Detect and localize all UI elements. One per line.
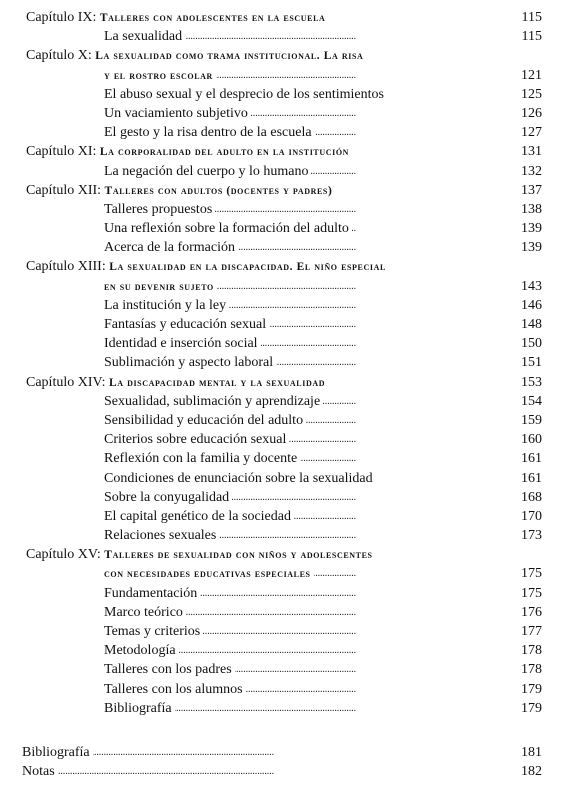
toc-section-row (0, 469, 562, 488)
chapter-title: La discapacidad mental y la sexualidad (108, 376, 326, 389)
toc-section-row (0, 123, 562, 142)
section-title: Talleres con los padres (104, 660, 235, 679)
page-number: 177 (521, 624, 542, 639)
table-of-contents (0, 8, 562, 781)
toc-section-row (0, 104, 562, 123)
section-title: El abuso sexual y el desprecio de los sentimientos (104, 85, 387, 104)
section-title: Criterios sobre educación sexual (104, 430, 289, 449)
section-title: Fantasías y educación sexual (104, 315, 269, 334)
toc-chapter-row (0, 257, 562, 276)
chapter-title: La corporalidad del adulto en la institución (99, 146, 350, 159)
section-title: Relaciones sexuales (104, 526, 219, 545)
page-number: 160 (521, 432, 542, 448)
section-title: Sobre la conyugalidad (104, 488, 232, 507)
chapter-number: Capítulo IX: (26, 10, 97, 25)
toc-chapter-row (0, 46, 562, 65)
page-number: 143 (521, 278, 542, 294)
section-title: Sexualidad, sublimación y aprendizaje (104, 392, 323, 411)
page-number: 115 (521, 10, 542, 25)
toc-section-row (0, 526, 562, 545)
chapter-title-continuation: en su devenir sujeto (104, 280, 214, 293)
chapter-number: Capítulo XII: (26, 182, 102, 198)
page-number: 115 (521, 29, 542, 45)
page-number: 175 (521, 566, 542, 582)
page-number: 168 (521, 489, 542, 505)
toc-chapter-row (0, 142, 562, 161)
toc-section-row (0, 353, 562, 372)
section-title: La sexualidad (104, 27, 185, 46)
chapter-title: Talleres con adultos (docentes y padres) (104, 184, 333, 197)
toc-chapter-row (0, 8, 562, 27)
section-title: Talleres con los alumnos (104, 680, 246, 699)
toc-section-row (0, 699, 562, 718)
toc-section-row (0, 622, 562, 641)
page-number: 151 (521, 355, 542, 371)
page-number: 161 (521, 451, 542, 467)
section-title: Identidad e inserción social (104, 334, 261, 353)
backmatter-title: Notas (22, 762, 58, 781)
toc-section-row (0, 238, 562, 257)
page-number: 179 (521, 681, 542, 697)
page-number: 178 (521, 662, 542, 678)
page-number: 161 (521, 470, 542, 486)
toc-chapter-continuation-row (0, 66, 562, 85)
chapter-title: Talleres de sexualidad con niños y adolescentes (104, 549, 373, 562)
page-number: 159 (521, 412, 542, 428)
toc-backmatter-row (0, 762, 562, 781)
toc-chapter-row (0, 545, 562, 564)
section-title: La institución y la ley (104, 296, 229, 315)
section-title: Marco teórico (104, 603, 186, 622)
toc-section-row (0, 507, 562, 526)
section-title: Sensibilidad y educación del adulto (104, 411, 306, 430)
toc-section-row (0, 584, 562, 603)
toc-section-row (0, 162, 562, 181)
page-number: 132 (521, 163, 542, 179)
toc-section-row (0, 200, 562, 219)
toc-section-row (0, 219, 562, 238)
chapter-title: La sexualidad como trama institucional. La risa (95, 50, 364, 63)
section-title: El gesto y la risa dentro de la escuela (104, 123, 315, 142)
page-number: 175 (521, 585, 542, 601)
toc-backmatter-row (0, 743, 562, 762)
page-number: 126 (521, 105, 542, 121)
page-number: 131 (521, 144, 542, 160)
chapter-title-continuation: con necesidades educativas especiales (104, 568, 311, 581)
page-number: 148 (521, 317, 542, 332)
page-number: 139 (521, 240, 542, 256)
page-number: 170 (521, 508, 542, 524)
section-title: Reflexión con la familia y docente (104, 449, 300, 468)
page-number: 181 (521, 744, 542, 760)
page-number: 125 (521, 86, 542, 102)
chapter-number: Capítulo XI: (26, 144, 97, 160)
chapter-number: Capítulo XIV: (26, 374, 106, 390)
toc-section-row (0, 85, 562, 104)
page-number: 121 (521, 67, 542, 83)
page-number: 154 (521, 393, 542, 409)
toc-chapter-continuation-row (0, 277, 562, 296)
page-number: 146 (521, 297, 542, 313)
page-number: 153 (521, 374, 542, 390)
page-number: 139 (521, 221, 542, 237)
chapter-title: La sexualidad en la discapacidad. El niño especial (109, 261, 386, 274)
chapter-number: Capítulo XV: (26, 547, 101, 563)
section-title: Un vaciamiento subjetivo (104, 104, 251, 123)
toc-chapter-row (0, 181, 562, 200)
section-title: Talleres propuestos (104, 200, 215, 219)
toc-spacer (0, 718, 562, 743)
toc-section-row (0, 296, 562, 315)
section-title: Temas y criterios (104, 622, 203, 641)
chapter-number: Capítulo XIII: (26, 259, 106, 275)
toc-section-row (0, 430, 562, 449)
section-title: Una reflexión sobre la formación del adulto (104, 219, 352, 238)
page-number: 179 (521, 700, 542, 716)
toc-section-row (0, 680, 562, 699)
toc-chapter-continuation-row (0, 564, 562, 583)
backmatter-title: Bibliografía (22, 743, 93, 762)
section-title: Bibliografía (104, 699, 175, 718)
section-title: Sublimación y aspecto laboral (104, 353, 276, 372)
section-title: Metodología (104, 641, 179, 660)
toc-section-row (0, 411, 562, 430)
toc-section-row (0, 660, 562, 679)
toc-section-row (0, 392, 562, 411)
chapter-title-continuation: y el rostro escolar (104, 69, 213, 82)
toc-section-row (0, 334, 562, 353)
page-number: 182 (521, 764, 542, 780)
chapter-title: Talleres con adolescentes en la escuela (99, 12, 326, 24)
toc-section-row (0, 315, 562, 334)
page-number: 138 (521, 201, 542, 217)
page-number: 173 (521, 528, 542, 544)
section-title: La negación del cuerpo y lo humano (104, 162, 311, 181)
page-number: 137 (521, 182, 542, 198)
section-title: Fundamentación (104, 584, 200, 603)
toc-chapter-row (0, 373, 562, 392)
chapter-number: Capítulo X: (26, 48, 92, 64)
page-number: 127 (521, 125, 542, 141)
section-title: El capital genético de la sociedad (104, 507, 294, 526)
section-title: Acerca de la formación (104, 238, 238, 257)
toc-section-row (0, 488, 562, 507)
toc-section-row (0, 449, 562, 468)
page-number: 176 (521, 604, 542, 620)
page-number: 150 (521, 336, 542, 352)
toc-section-row (0, 27, 562, 46)
page-number: 178 (521, 643, 542, 659)
section-title: Condiciones de enunciación sobre la sexualidad (104, 469, 376, 488)
toc-section-row (0, 641, 562, 660)
toc-section-row (0, 603, 562, 622)
